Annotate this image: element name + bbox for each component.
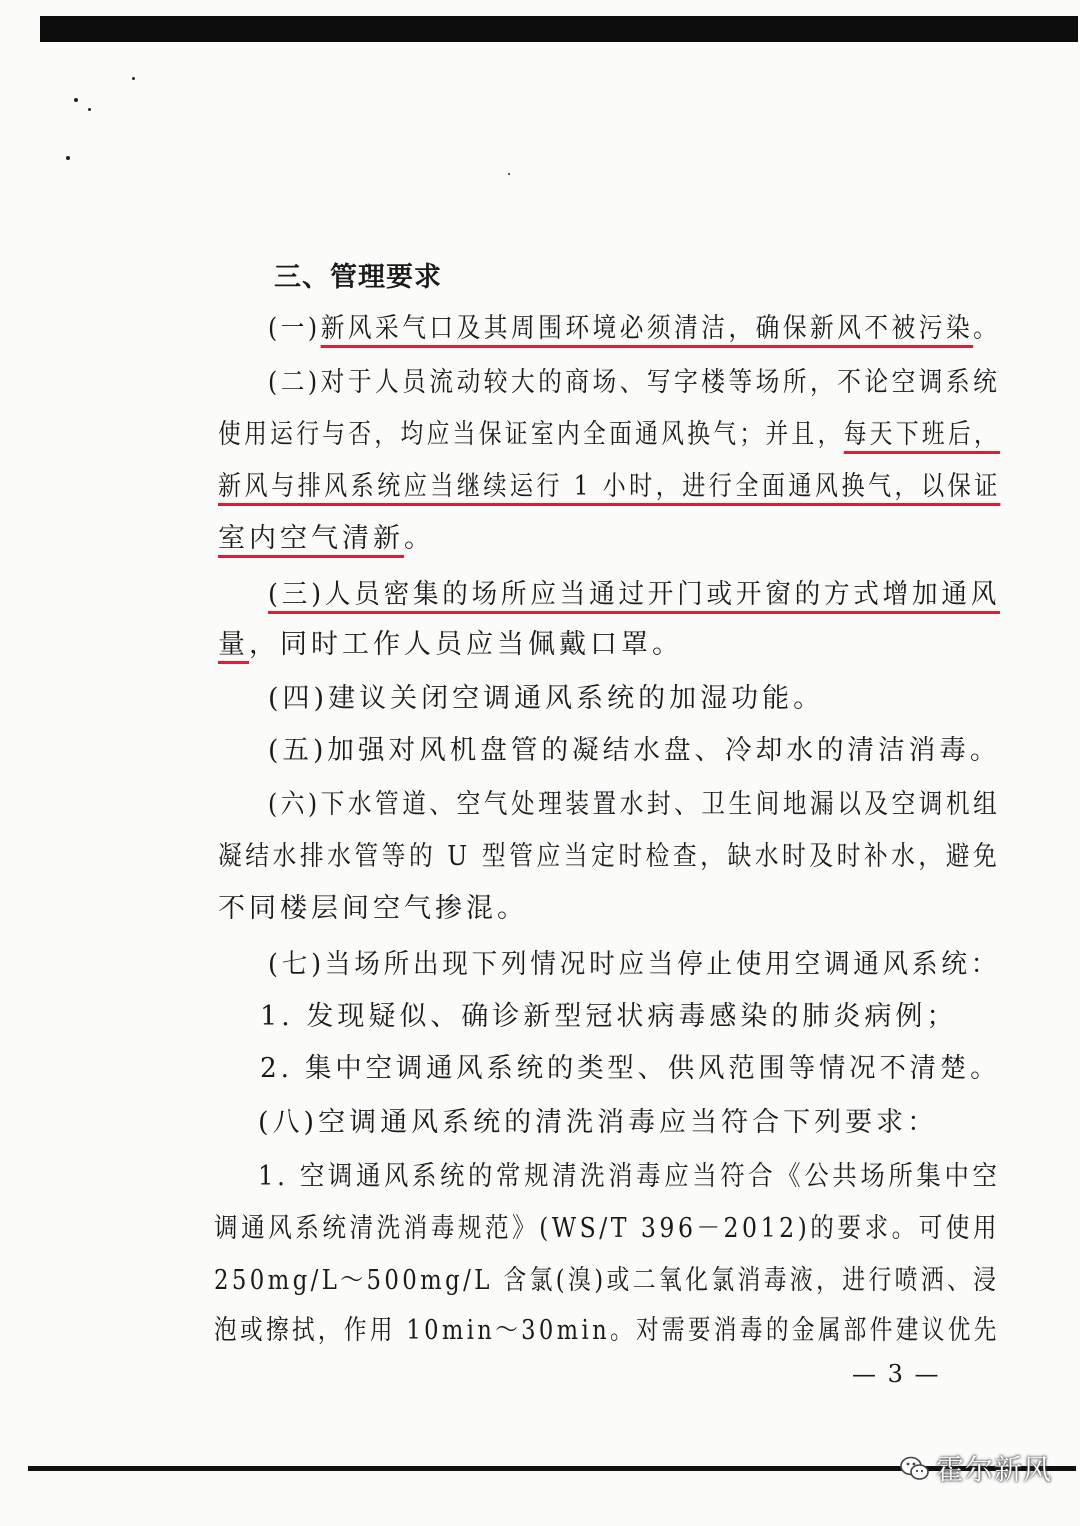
text-segment: (二)对于人员流动较大的商场、写字楼等场所，不论空调系统 [268,367,1001,398]
text-segment: 1. 发现疑似、确诊新型冠状病毒感染的肺炎病例； [260,1001,958,1032]
text-segment: ，同时工作人员应当佩戴口罩。 [249,629,683,660]
text-segment: (一) [268,313,321,344]
wechat-icon [900,1455,928,1481]
text-line [268,366,1000,400]
text-line [218,892,528,926]
text-line [268,578,1000,612]
text-line [214,1212,1000,1246]
text-line [260,1000,957,1034]
scan-speck [508,173,510,175]
text-line [218,522,435,556]
watermark [900,1448,1052,1488]
text-segment: (八)空调通风系统的清洗消毒应当符合下列要求： [258,1107,939,1138]
scan-speck [74,98,78,102]
underlined-text: 每天下班后， [844,419,1000,454]
text-segment: (五)加强对风机盘管的凝结水盘、冷却水的清洁消毒。 [268,735,1001,766]
text-line [218,470,1001,504]
text-segment: 250mg/L～500mg/L 含氯(溴)或二氧化氯消毒液，进行喷洒、浸 [214,1265,1000,1296]
text-line [268,734,1000,768]
text-segment: 1. 空调通风系统的常规清洗消毒应当符合《公共场所集中空 [258,1161,1001,1192]
underlined-text: 新风与排风系统应当继续运行 1 小时，进行全面通风换气，以保证 [218,471,1001,506]
text-line [218,840,1000,874]
text-segment: (六)下水管道、空气处理装置水封、卫生间地漏以及空调机组 [268,789,1001,820]
text-segment: 2. 集中空调通风系统的类型、供风范围等情况不清楚。 [260,1053,1001,1084]
text-segment: (四)建议关闭空调通风系统的加湿功能。 [268,683,825,714]
text-line [260,1052,1000,1086]
underlined-text: (三)人员密集的场所应当通过开门或开窗的方式增加通风 [268,579,1000,614]
section-heading: 三、管理要求 [274,262,442,293]
text-line [218,418,1000,452]
text-segment: (七)当场所出现下列情况时应当停止使用空调通风系统： [268,949,1001,980]
text-segment: 凝结水排水管等的 U 型管应当定时检查，缺水时及时补水，避免 [218,841,1001,872]
text-segment: 。 [973,313,1001,344]
text-line [268,788,1000,822]
text-segment: 。 [404,523,435,554]
text-line [214,1314,1000,1348]
text-line [258,1106,938,1140]
text-line [258,1160,1000,1194]
text-line [214,1264,999,1298]
scan-speck [66,156,70,160]
watermark-text: 霍尔新风 [936,1453,1053,1486]
text-segment: 不同楼层间空气掺混。 [218,893,528,924]
top-border-bar [40,16,1078,42]
text-line [268,948,1000,982]
underlined-text: 室内空气清新 [218,523,404,558]
text-line [218,628,683,662]
text-segment: 使用运行与否，均应当保证室内全面通风换气；并且， [218,419,844,450]
underlined-text: 量 [218,629,249,664]
scan-speck [132,77,135,80]
text-segment: 泡或擦拭，作用 10min～30min。对需要消毒的金属部件建议优先 [214,1315,1000,1346]
scan-speck [88,108,91,111]
text-segment: 调通风系统清洗消毒规范》(WS/T 396－2012)的要求。可使用 [214,1213,1000,1244]
underlined-text: 新风采气口及其周围环境必须清洁，确保新风不被污染 [321,313,973,348]
text-line [268,312,1000,346]
text-line [268,682,824,716]
page-number: — 3 — [852,1360,941,1388]
